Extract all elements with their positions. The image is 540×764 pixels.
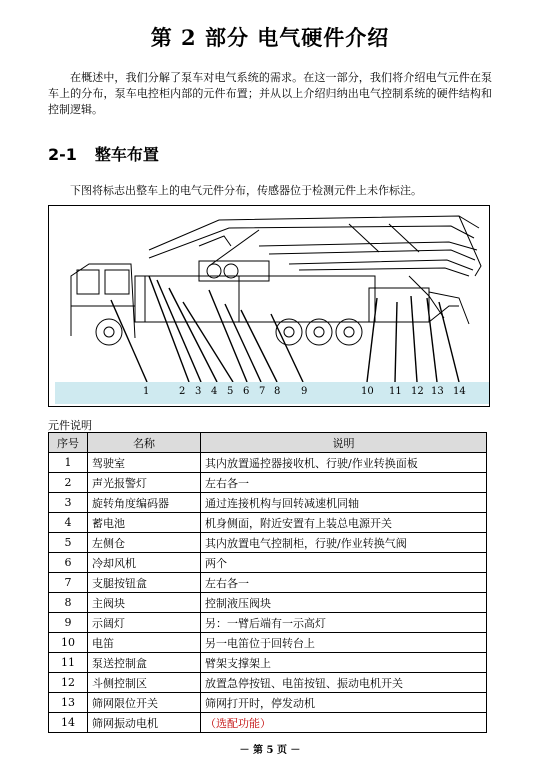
row-description: 左右各一 xyxy=(201,473,487,493)
table-row xyxy=(49,613,487,633)
callout-number: 8 xyxy=(274,386,281,397)
row-number: 3 xyxy=(49,493,88,513)
row-name: 斗侧控制区 xyxy=(88,673,201,693)
intro-paragraph: 在概述中，我们分解了泵车对电气系统的需求。在这一部分，我们将介绍电气元件在泵车上的分布，泵车电控柜内部的元件布置；并从以上介绍归纳出电气控制系统的硬件结构和控制逻辑。 xyxy=(48,71,492,116)
row-name: 驾驶室 xyxy=(88,453,201,473)
table-row xyxy=(49,473,487,493)
callout-number: 4 xyxy=(211,386,218,397)
section-heading xyxy=(48,142,159,165)
row-name: 旋转角度编码器 xyxy=(88,493,201,513)
row-number: 13 xyxy=(49,693,88,713)
callout-number: 2 xyxy=(179,386,186,397)
header-cell: 序号 xyxy=(49,433,88,453)
row-name: 左侧仓 xyxy=(88,533,201,553)
callout-number: 13 xyxy=(431,386,444,397)
row-number: 4 xyxy=(49,513,88,533)
callout-number: 9 xyxy=(301,386,308,397)
table-row xyxy=(49,713,487,733)
callout-number: 12 xyxy=(411,386,424,397)
table-caption: 元件说明 xyxy=(48,419,92,432)
row-number: 9 xyxy=(49,613,88,633)
callout-number: 1 xyxy=(143,386,150,397)
row-number: 7 xyxy=(49,573,88,593)
row-name: 泵送控制盒 xyxy=(88,653,201,673)
row-name: 声光报警灯 xyxy=(88,473,201,493)
callout-number: 6 xyxy=(243,386,250,397)
callout-number: 3 xyxy=(195,386,202,397)
row-description: 控制液压阀块 xyxy=(201,593,487,613)
section-title: 整车布置 xyxy=(94,145,159,164)
page-number: － 第 5 页 － xyxy=(239,745,301,756)
table-row xyxy=(49,593,487,613)
row-description: 臂架支撑架上 xyxy=(201,653,487,673)
table-row xyxy=(49,693,487,713)
row-name: 电笛 xyxy=(88,633,201,653)
callout-number: 5 xyxy=(227,386,234,397)
callout-number-strip xyxy=(55,382,489,404)
row-number: 14 xyxy=(49,713,88,733)
lead-paragraph: 下图将标志出整车上的电气元件分布，传感器位于检测元件上未作标注。 xyxy=(70,184,422,197)
row-description: 放置急停按钮、电笛按钮、振动电机开关 xyxy=(201,673,487,693)
row-description: （选配功能） xyxy=(201,713,487,733)
section-number: 2-1 xyxy=(48,145,77,164)
row-number: 5 xyxy=(49,533,88,553)
row-number: 2 xyxy=(49,473,88,493)
table-row xyxy=(49,633,487,653)
row-name: 筛网振动电机 xyxy=(88,713,201,733)
row-description: 另：一臂后端有一示高灯 xyxy=(201,613,487,633)
truck-diagram xyxy=(48,205,490,407)
row-number: 12 xyxy=(49,673,88,693)
header-cell: 说明 xyxy=(201,433,487,453)
callout-number: 14 xyxy=(453,386,466,397)
table-row xyxy=(49,533,487,553)
row-description: 另一电笛位于回转台上 xyxy=(201,633,487,653)
row-description: 左右各一 xyxy=(201,573,487,593)
row-name: 支腿按钮盒 xyxy=(88,573,201,593)
row-number: 8 xyxy=(49,593,88,613)
page-title: 第 2 部分 电气硬件介绍 xyxy=(150,25,390,50)
row-description: 两个 xyxy=(201,553,487,573)
row-description: 通过连接机构与回转减速机同轴 xyxy=(201,493,487,513)
row-name: 筛网限位开关 xyxy=(88,693,201,713)
row-description: 其内放置电气控制柜，行驶/作业转换气阀 xyxy=(201,533,487,553)
table-header-row xyxy=(49,433,487,453)
row-name: 主阀块 xyxy=(88,593,201,613)
callout-number: 10 xyxy=(361,386,374,397)
row-name: 示阔灯 xyxy=(88,613,201,633)
table-row xyxy=(49,673,487,693)
row-number: 1 xyxy=(49,453,88,473)
row-number: 11 xyxy=(49,653,88,673)
row-number: 6 xyxy=(49,553,88,573)
truck-drawing xyxy=(49,206,489,406)
header-cell: 名称 xyxy=(88,433,201,453)
row-description: 筛网打开时，停发动机 xyxy=(201,693,487,713)
table-row xyxy=(49,493,487,513)
row-name: 蓄电池 xyxy=(88,513,201,533)
table-row xyxy=(49,453,487,473)
table-row xyxy=(49,513,487,533)
table-row xyxy=(49,573,487,593)
row-description: 其内放置遥控器接收机、行驶/作业转换面板 xyxy=(201,453,487,473)
callout-number: 11 xyxy=(389,386,402,397)
row-description: 机身侧面，附近安置有上装总电源开关 xyxy=(201,513,487,533)
row-number: 10 xyxy=(49,633,88,653)
component-table xyxy=(48,432,487,733)
table-row xyxy=(49,653,487,673)
table-row xyxy=(49,553,487,573)
callout-number: 7 xyxy=(259,386,266,397)
row-name: 冷却风机 xyxy=(88,553,201,573)
